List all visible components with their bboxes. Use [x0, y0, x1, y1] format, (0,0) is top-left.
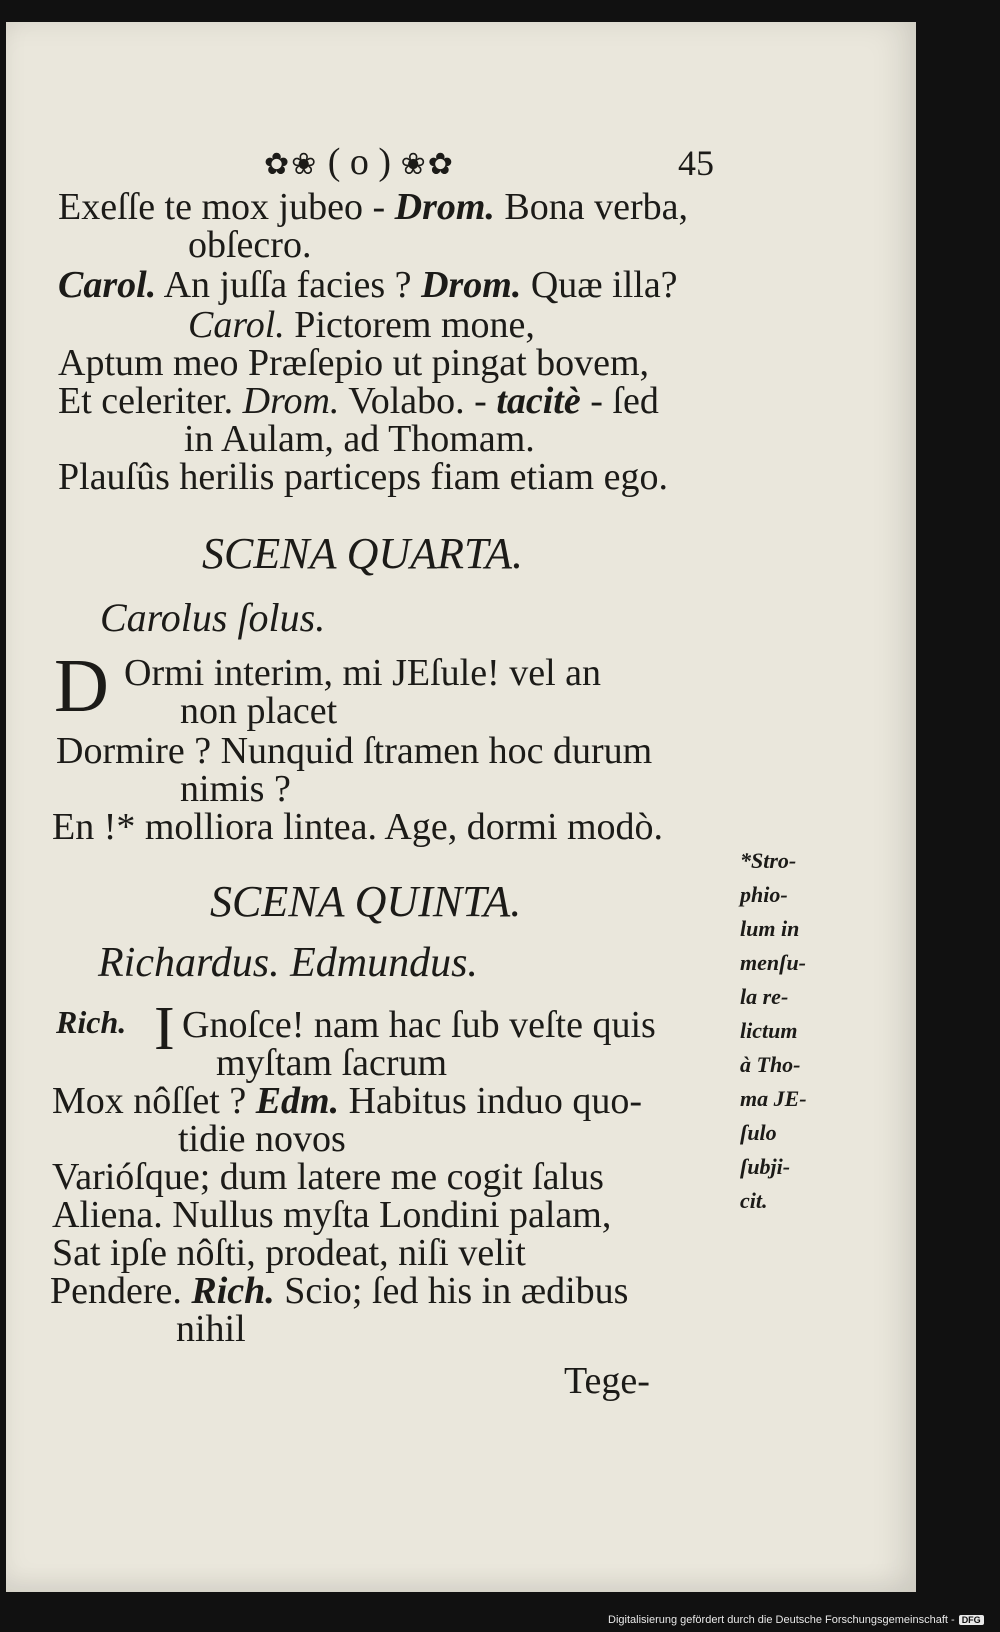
ornament-left-icon: ✿❀	[264, 148, 319, 181]
speaker-label: Carol.	[58, 264, 157, 306]
speaker-label: Edm.	[255, 1080, 340, 1122]
text-line	[188, 226, 311, 264]
line-text: Quæ illa?	[521, 264, 678, 306]
running-head	[264, 140, 455, 184]
margin-note-line: menſu-	[740, 950, 806, 975]
line-text: Bona verba,	[494, 186, 689, 228]
speaker-label: Drom.	[242, 380, 340, 422]
text-line	[188, 306, 535, 344]
footer-text: Digitalisierung gefördert durch die Deutsche Forschungsgemeinschaft -	[608, 1614, 955, 1626]
line-text: Exeſſe te mox jubeo -	[58, 186, 395, 228]
margin-note-line: ſubji-	[740, 1154, 791, 1179]
line-text: Volabo. -	[339, 380, 497, 422]
text-line	[50, 1272, 628, 1310]
stage-direction: tacitè	[496, 380, 581, 422]
drop-capital: D	[54, 644, 109, 728]
text-line: En !* molliora lintea. Age, dormi modò.	[52, 806, 664, 848]
margin-note-line: ſulo	[740, 1120, 777, 1145]
speaker-label: Carol.	[188, 304, 285, 346]
drop-capital: I	[154, 995, 175, 1063]
text-line: Aliena. Nullus myſta Londini palam,	[52, 1194, 612, 1236]
margin-note-line: *Stro-	[740, 848, 797, 873]
line-text: Pendere.	[50, 1270, 192, 1312]
text-line	[58, 458, 668, 496]
scene-persons: Carolus ſolus.	[100, 595, 326, 640]
margin-note-line: cit.	[740, 1188, 768, 1213]
margin-note-line: à Tho-	[740, 1052, 801, 1077]
scene-title: SCENA QUINTA.	[210, 877, 522, 926]
page-number: 45	[678, 143, 714, 183]
line-text: Scio; ſed his in ædibus	[274, 1270, 629, 1312]
text-line	[184, 420, 535, 458]
line-text: Et celeriter.	[58, 380, 243, 422]
text-line: Varióſque; dum latere me cogit ſalus	[52, 1156, 604, 1198]
book-page	[6, 22, 916, 1592]
line-text: An juſſa facies ?	[156, 264, 422, 306]
digitization-footer	[608, 1614, 984, 1626]
line-text: in Aulam, ad Thomam.	[184, 418, 535, 460]
margin-note-line: lum in	[740, 916, 800, 941]
margin-note	[740, 844, 810, 1218]
text-line: Gnoſce! nam hac ſub veſte quis	[182, 1004, 656, 1046]
line-text: Plauſûs herilis particeps fiam etiam ego.	[58, 456, 668, 498]
line-text: Pictorem mone,	[284, 304, 535, 346]
text-line: non placet	[180, 690, 338, 732]
margin-note-line: phio-	[740, 882, 788, 907]
text-line: tidie novos	[178, 1118, 346, 1160]
text-line: nimis ?	[180, 768, 291, 810]
dfg-logo-icon: DFG	[959, 1615, 984, 1625]
margin-note-line: la re-	[740, 984, 789, 1009]
text-line	[52, 1082, 642, 1120]
catchword: Tege-	[564, 1360, 650, 1402]
text-line	[58, 344, 649, 382]
text-line: myſtam ſacrum	[216, 1042, 448, 1084]
text-line	[58, 188, 688, 226]
running-head-text: ( o )	[327, 141, 392, 183]
line-text: - ſed	[580, 380, 659, 422]
scene-title: SCENA QUARTA.	[202, 529, 524, 578]
text-line	[58, 382, 659, 420]
speaker-label: Drom.	[421, 264, 522, 306]
scene-persons: Richardus. Edmundus.	[98, 940, 478, 986]
text-line: Dormire ? Nunquid ſtramen hoc durum	[56, 730, 653, 772]
ornament-right-icon: ❀✿	[400, 148, 455, 181]
line-text: Habitus induo quo-	[339, 1080, 643, 1122]
line-text: obſecro.	[188, 224, 312, 266]
text-line	[58, 266, 678, 304]
speaker-label: Rich.	[191, 1270, 275, 1312]
speaker-label: Rich.	[56, 1004, 127, 1040]
margin-note-line: ma JE-	[740, 1086, 807, 1111]
text-line: Sat ipſe nôſti, prodeat, niſi velit	[52, 1232, 526, 1274]
text-line: Ormi interim, mi JEſule! vel an	[124, 652, 602, 694]
margin-note-line: lictum	[740, 1018, 798, 1043]
speaker-label: Drom.	[394, 186, 495, 228]
line-text: Aptum meo Præſepio ut pingat bovem,	[58, 342, 650, 384]
line-text: Mox nôſſet ?	[52, 1080, 256, 1122]
text-line: nihil	[176, 1308, 246, 1350]
